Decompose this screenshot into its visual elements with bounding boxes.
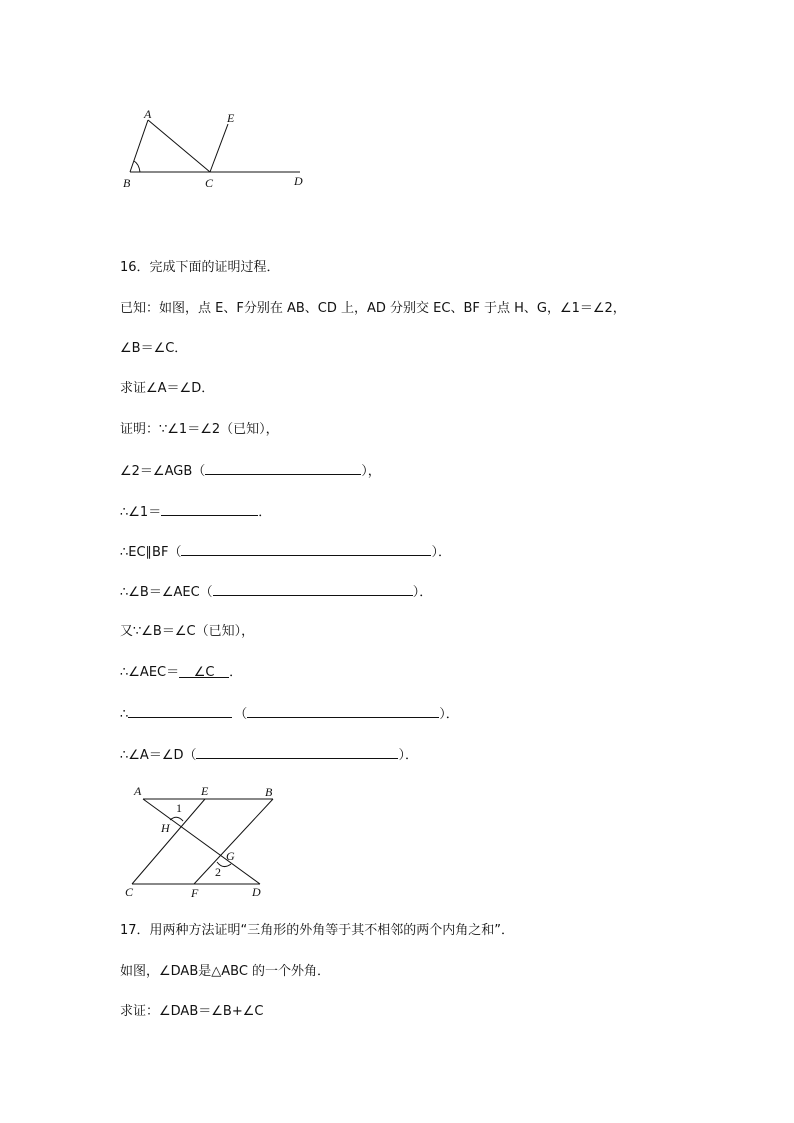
answer-blank[interactable] (181, 542, 431, 556)
proof-step-text: 又∵∠B＝∠C（已知）， (120, 624, 255, 639)
proof-step-1 (120, 421, 279, 439)
figure-aebcfd (115, 780, 295, 905)
proof-step-6 (120, 623, 254, 641)
label-d: D (252, 885, 261, 899)
proof-step-text: ． (258, 505, 272, 520)
q17-title: 17．用两种方法证明“三角形的外角等于其不相邻的两个内角之和”． (120, 923, 515, 938)
proof-step-8 (120, 704, 459, 724)
proof-step-9 (120, 745, 418, 765)
answer-blank[interactable] (247, 704, 439, 718)
label-e: E (227, 111, 235, 125)
proof-step-text: ∴∠B＝∠AEC（ (120, 585, 213, 600)
answer-blank[interactable] (128, 704, 232, 718)
answer-blank-filled[interactable]: ∠C (179, 664, 229, 678)
proof-step-text: ∴∠AEC＝ (120, 665, 180, 680)
q16-given-1: 已知：如图，点 E、F分别在 AB、CD 上，AD 分别交 EC、BF 于点 H、G，∠1＝∠2， (120, 301, 626, 316)
proof-step-text: ）， (361, 464, 381, 479)
proof-step-5 (120, 582, 432, 602)
proof-step-3 (120, 502, 271, 522)
q16-given-2: ∠B＝∠C． (120, 341, 188, 356)
answer-blank[interactable] (205, 461, 361, 475)
proof-step-text: ． (229, 665, 243, 680)
proof-step-text: 证明：∵∠1＝∠2（已知）， (120, 422, 279, 437)
q16-title: 16．完成下面的证明过程． (120, 260, 280, 275)
label-e: E (201, 784, 209, 798)
q17-given: 如图，∠DAB是△ABC 的一个外角． (120, 964, 331, 979)
label-angle-1: 1 (176, 801, 182, 815)
label-c: C (205, 176, 214, 190)
proof-step-2 (120, 461, 381, 481)
proof-step-7 (120, 664, 242, 682)
proof-step-text: ∠2＝∠AGB（ (120, 464, 206, 479)
label-b: B (265, 785, 273, 799)
q16-prove: 求证∠A＝∠D． (120, 381, 215, 396)
label-a: A (144, 107, 152, 121)
label-f: F (191, 886, 199, 900)
answer-blank[interactable] (161, 502, 258, 516)
answer-blank[interactable] (196, 745, 398, 759)
label-h: H (161, 821, 170, 835)
proof-step-text: （ (234, 707, 248, 722)
proof-step-text: ∴∠A＝∠D（ (120, 748, 197, 763)
proof-step-text: ）． (431, 545, 451, 560)
answer-blank[interactable] (213, 582, 413, 596)
proof-step-text: ）． (439, 707, 459, 722)
q17-prove: 求证：∠DAB＝∠B+∠C (120, 1004, 264, 1019)
proof-step-text: ）． (412, 585, 433, 600)
label-g: G (226, 849, 235, 863)
proof-step-4 (120, 542, 451, 562)
proof-step-text: ）． (398, 748, 418, 763)
label-d: D (294, 174, 303, 188)
label-c: C (125, 885, 134, 899)
label-a: A (134, 784, 142, 798)
label-b: B (123, 176, 131, 190)
proof-step-text: ∴ (120, 707, 129, 722)
proof-step-text: ∴∠1＝ (120, 505, 162, 520)
label-angle-2: 2 (215, 865, 221, 879)
figure-triangle-abc (110, 100, 340, 200)
proof-step-text: ∴EC∥BF（ (120, 545, 182, 560)
